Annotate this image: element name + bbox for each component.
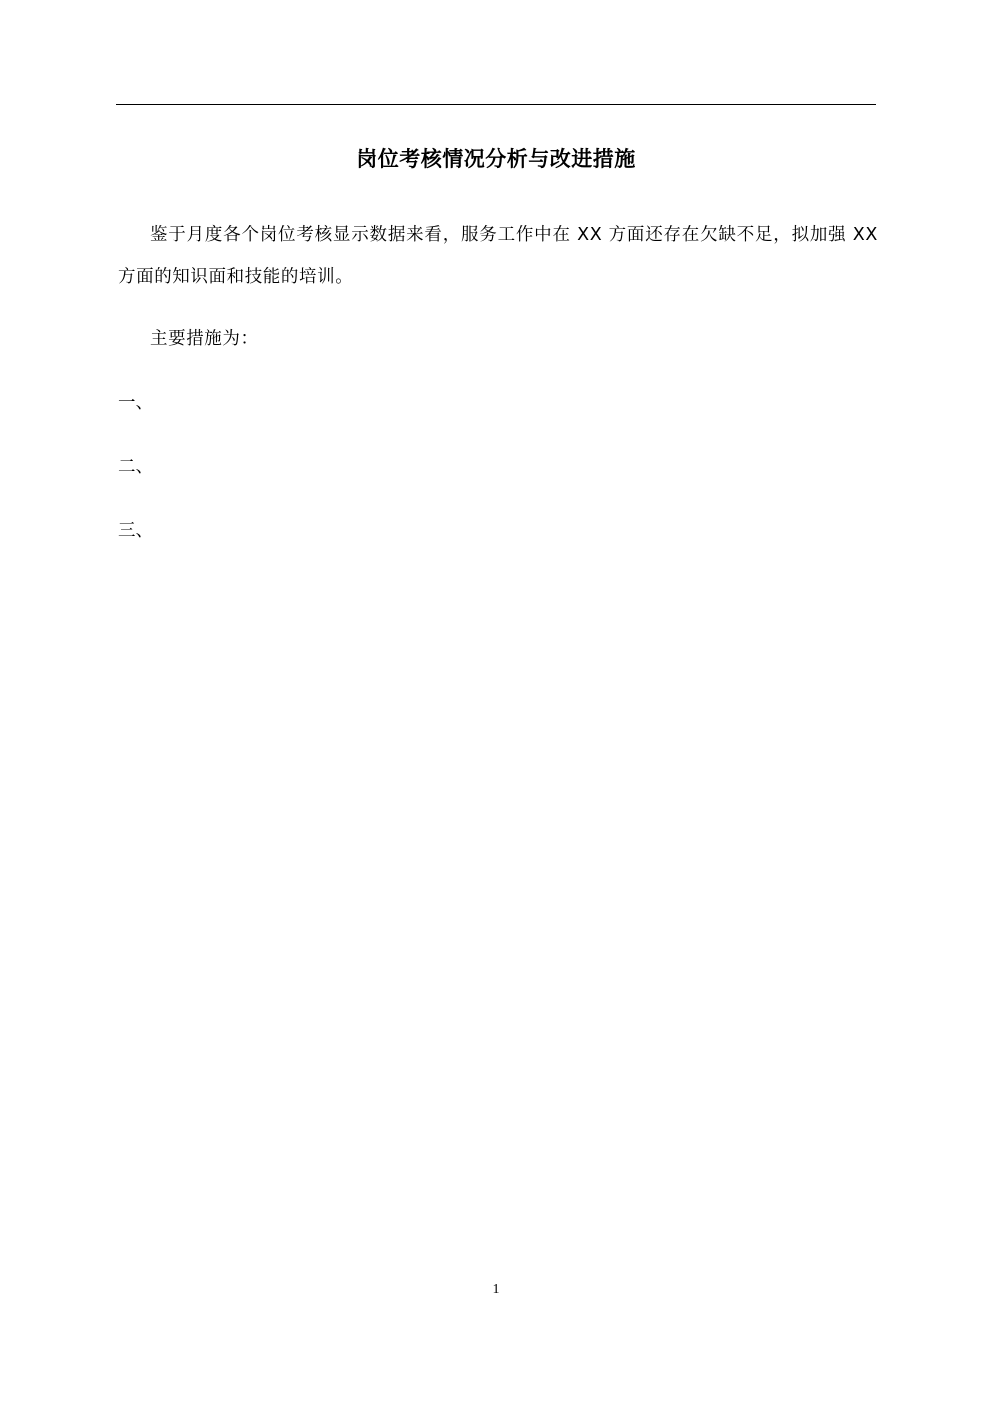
list-item-1: 一、 <box>118 393 153 413</box>
list-item-2: 二、 <box>118 457 153 477</box>
body-paragraph: 鉴于月度各个岗位考核显示数据来看，服务工作中在 XX 方面还存在欠缺不足，拟加强 XX 方面的知识面和技能的培训。 <box>118 225 878 287</box>
page-number: 1 <box>492 1282 500 1297</box>
measures-heading: 主要措施为： <box>150 329 259 349</box>
document-title: 岗位考核情况分析与改进措施 <box>356 147 636 171</box>
list-item-3: 三、 <box>118 521 153 541</box>
header-divider <box>116 104 876 105</box>
